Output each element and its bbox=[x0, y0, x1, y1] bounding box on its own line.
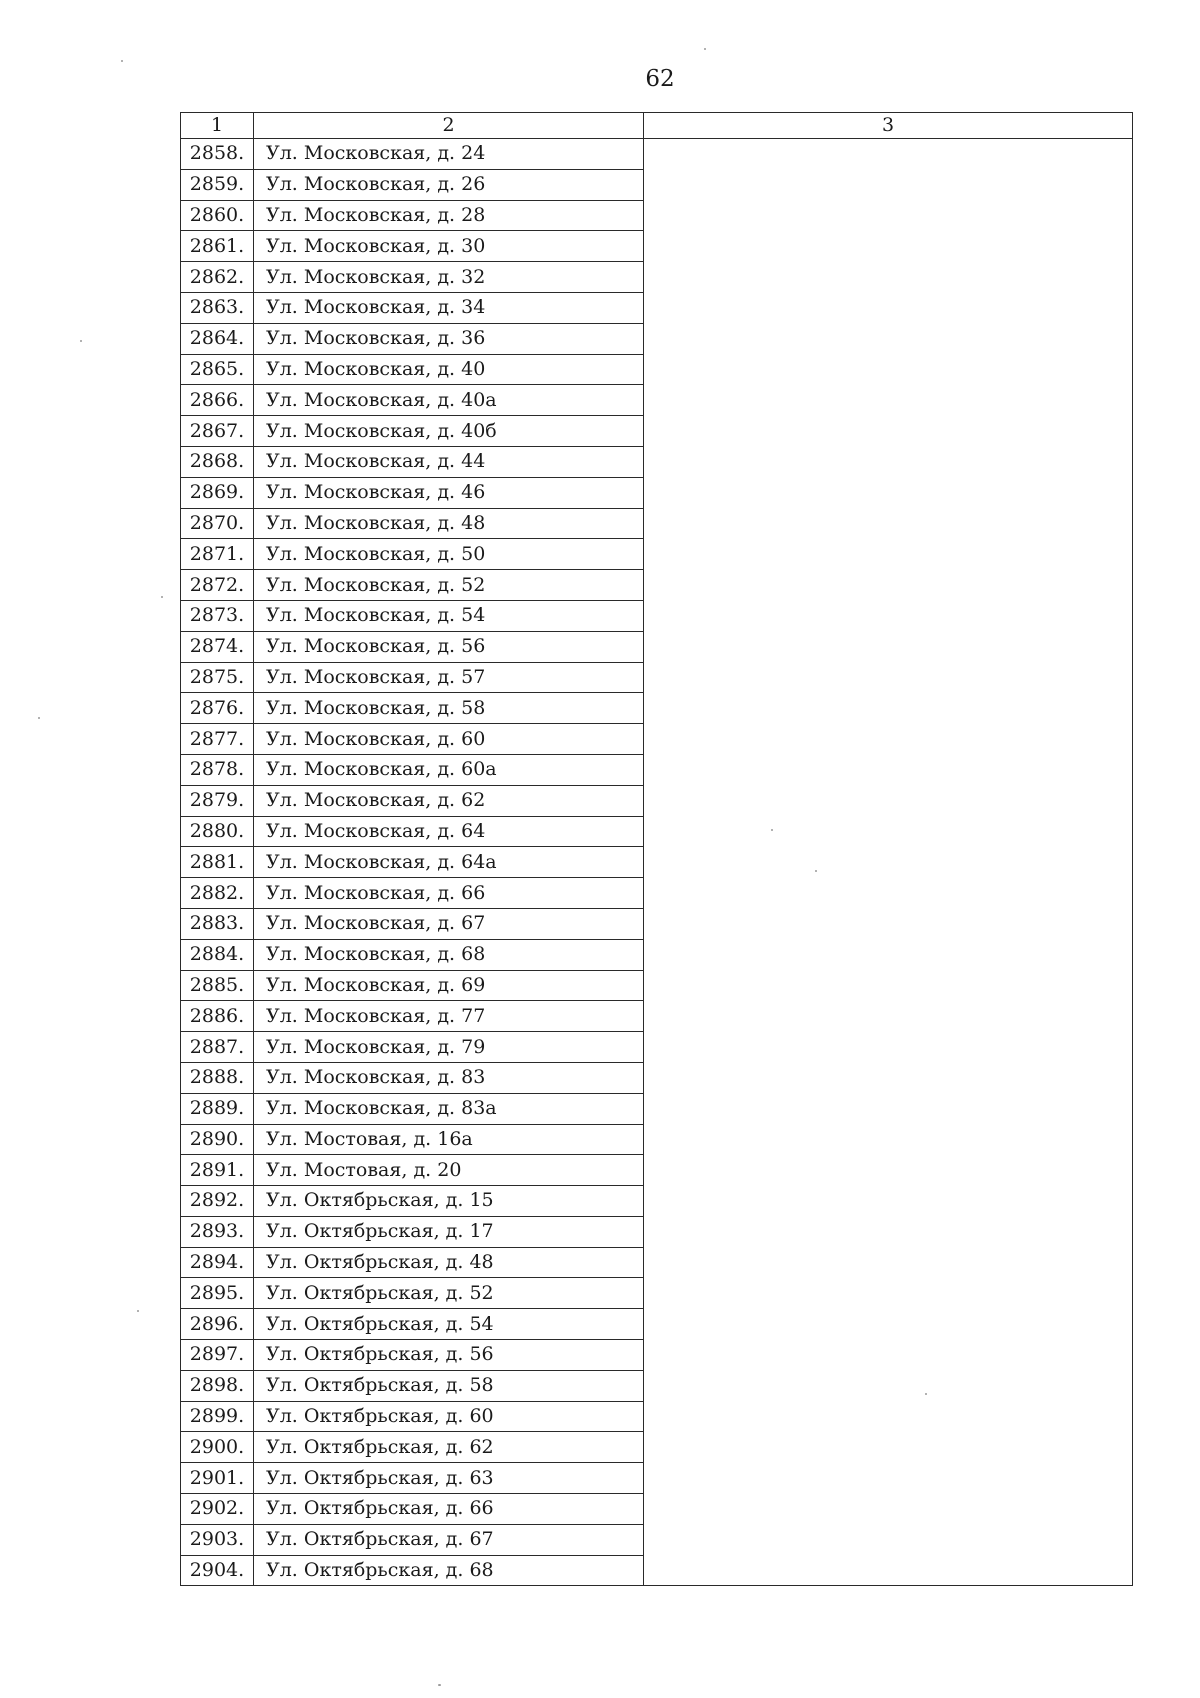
row-address: Ул. Московская, д. 54 bbox=[254, 600, 644, 631]
table-row bbox=[181, 1186, 1133, 1217]
row-notes-cell bbox=[644, 724, 1133, 755]
row-notes-cell bbox=[644, 1370, 1133, 1401]
table-row bbox=[181, 1309, 1133, 1340]
address-table bbox=[180, 112, 1133, 1586]
table-row bbox=[181, 570, 1133, 601]
row-address: Ул. Московская, д. 57 bbox=[254, 662, 644, 693]
table-row bbox=[181, 847, 1133, 878]
scan-speck bbox=[438, 1684, 441, 1686]
row-notes-cell bbox=[644, 262, 1133, 293]
row-address: Ул. Московская, д. 56 bbox=[254, 631, 644, 662]
row-number: 2901. bbox=[181, 1463, 254, 1494]
column-header-notes: 3 bbox=[644, 113, 1133, 139]
scan-speck bbox=[80, 340, 82, 342]
row-address: Ул. Московская, д. 40б bbox=[254, 416, 644, 447]
row-address: Ул. Московская, д. 66 bbox=[254, 878, 644, 909]
row-address: Ул. Московская, д. 40 bbox=[254, 354, 644, 385]
row-notes-cell bbox=[644, 1401, 1133, 1432]
scan-speck bbox=[38, 717, 40, 719]
table-row bbox=[181, 816, 1133, 847]
table-body bbox=[181, 139, 1133, 1586]
table-row bbox=[181, 908, 1133, 939]
row-number: 2889. bbox=[181, 1093, 254, 1124]
row-notes-cell bbox=[644, 508, 1133, 539]
row-address: Ул. Московская, д. 52 bbox=[254, 570, 644, 601]
table-row bbox=[181, 292, 1133, 323]
row-notes-cell bbox=[644, 1001, 1133, 1032]
table-row bbox=[181, 1432, 1133, 1463]
row-address: Ул. Московская, д. 28 bbox=[254, 200, 644, 231]
table-row bbox=[181, 508, 1133, 539]
row-number: 2869. bbox=[181, 477, 254, 508]
row-number: 2892. bbox=[181, 1186, 254, 1217]
table-row bbox=[181, 970, 1133, 1001]
row-address: Ул. Московская, д. 34 bbox=[254, 292, 644, 323]
row-notes-cell bbox=[644, 785, 1133, 816]
row-number: 2864. bbox=[181, 323, 254, 354]
row-notes-cell bbox=[644, 1432, 1133, 1463]
table-row bbox=[181, 200, 1133, 231]
table-row bbox=[181, 754, 1133, 785]
row-notes-cell bbox=[644, 1555, 1133, 1586]
row-number: 2888. bbox=[181, 1062, 254, 1093]
row-address: Ул. Московская, д. 68 bbox=[254, 939, 644, 970]
row-address: Ул. Московская, д. 26 bbox=[254, 169, 644, 200]
row-notes-cell bbox=[644, 1309, 1133, 1340]
row-notes-cell bbox=[644, 1093, 1133, 1124]
row-number: 2890. bbox=[181, 1124, 254, 1155]
row-number: 2867. bbox=[181, 416, 254, 447]
row-address: Ул. Московская, д. 67 bbox=[254, 908, 644, 939]
row-number: 2903. bbox=[181, 1524, 254, 1555]
table-row bbox=[181, 1093, 1133, 1124]
row-address: Ул. Октябрьская, д. 17 bbox=[254, 1216, 644, 1247]
row-address: Ул. Московская, д. 30 bbox=[254, 231, 644, 262]
row-notes-cell bbox=[644, 1247, 1133, 1278]
table-row bbox=[181, 1216, 1133, 1247]
row-number: 2878. bbox=[181, 754, 254, 785]
row-number: 2870. bbox=[181, 508, 254, 539]
table-row bbox=[181, 262, 1133, 293]
row-address: Ул. Московская, д. 50 bbox=[254, 539, 644, 570]
table-row bbox=[181, 693, 1133, 724]
row-notes-cell bbox=[644, 1463, 1133, 1494]
row-number: 2898. bbox=[181, 1370, 254, 1401]
column-header-number: 1 bbox=[181, 113, 254, 139]
row-notes-cell bbox=[644, 970, 1133, 1001]
row-address: Ул. Московская, д. 44 bbox=[254, 446, 644, 477]
row-address: Ул. Октябрьская, д. 66 bbox=[254, 1494, 644, 1525]
table-row bbox=[181, 1155, 1133, 1186]
row-number: 2868. bbox=[181, 446, 254, 477]
table-row bbox=[181, 446, 1133, 477]
table-row bbox=[181, 939, 1133, 970]
scan-speck bbox=[925, 1393, 927, 1395]
row-notes-cell bbox=[644, 139, 1133, 170]
table-row bbox=[181, 416, 1133, 447]
row-number: 2865. bbox=[181, 354, 254, 385]
row-notes-cell bbox=[644, 354, 1133, 385]
row-notes-cell bbox=[644, 1494, 1133, 1525]
row-number: 2896. bbox=[181, 1309, 254, 1340]
row-number: 2891. bbox=[181, 1155, 254, 1186]
table-row bbox=[181, 1401, 1133, 1432]
scan-speck bbox=[137, 1310, 139, 1312]
row-number: 2880. bbox=[181, 816, 254, 847]
row-notes-cell bbox=[644, 1524, 1133, 1555]
row-number: 2900. bbox=[181, 1432, 254, 1463]
row-notes-cell bbox=[644, 1340, 1133, 1371]
row-notes-cell bbox=[644, 570, 1133, 601]
row-number: 2871. bbox=[181, 539, 254, 570]
row-address: Ул. Октябрьская, д. 52 bbox=[254, 1278, 644, 1309]
row-address: Ул. Октябрьская, д. 48 bbox=[254, 1247, 644, 1278]
row-address: Ул. Октябрьская, д. 15 bbox=[254, 1186, 644, 1217]
row-address: Ул. Октябрьская, д. 62 bbox=[254, 1432, 644, 1463]
row-notes-cell bbox=[644, 1032, 1133, 1063]
row-number: 2859. bbox=[181, 169, 254, 200]
table-row bbox=[181, 477, 1133, 508]
row-number: 2861. bbox=[181, 231, 254, 262]
row-notes-cell bbox=[644, 385, 1133, 416]
row-notes-cell bbox=[644, 662, 1133, 693]
table-row bbox=[181, 1370, 1133, 1401]
row-address: Ул. Октябрьская, д. 63 bbox=[254, 1463, 644, 1494]
table-row bbox=[181, 724, 1133, 755]
table-row bbox=[181, 539, 1133, 570]
row-notes-cell bbox=[644, 847, 1133, 878]
table-row bbox=[181, 878, 1133, 909]
table-row bbox=[181, 1062, 1133, 1093]
row-notes-cell bbox=[644, 600, 1133, 631]
table-row bbox=[181, 1494, 1133, 1525]
row-address: Ул. Московская, д. 60а bbox=[254, 754, 644, 785]
scan-speck bbox=[815, 870, 817, 872]
row-address: Ул. Октябрьская, д. 54 bbox=[254, 1309, 644, 1340]
row-address: Ул. Октябрьская, д. 60 bbox=[254, 1401, 644, 1432]
row-number: 2902. bbox=[181, 1494, 254, 1525]
table-row bbox=[181, 139, 1133, 170]
table-row bbox=[181, 385, 1133, 416]
row-notes-cell bbox=[644, 416, 1133, 447]
row-number: 2887. bbox=[181, 1032, 254, 1063]
row-address: Ул. Московская, д. 36 bbox=[254, 323, 644, 354]
row-address: Ул. Октябрьская, д. 58 bbox=[254, 1370, 644, 1401]
row-notes-cell bbox=[644, 477, 1133, 508]
table-row bbox=[181, 1463, 1133, 1494]
row-number: 2876. bbox=[181, 693, 254, 724]
row-number: 2873. bbox=[181, 600, 254, 631]
column-header-address: 2 bbox=[254, 113, 644, 139]
table-row bbox=[181, 1340, 1133, 1371]
table-row bbox=[181, 600, 1133, 631]
row-notes-cell bbox=[644, 539, 1133, 570]
row-notes-cell bbox=[644, 908, 1133, 939]
row-number: 2884. bbox=[181, 939, 254, 970]
row-address: Ул. Московская, д. 64 bbox=[254, 816, 644, 847]
row-address: Ул. Мостовая, д. 20 bbox=[254, 1155, 644, 1186]
row-notes-cell bbox=[644, 323, 1133, 354]
table-header-row bbox=[181, 113, 1133, 139]
table-row bbox=[181, 1247, 1133, 1278]
table-row bbox=[181, 1001, 1133, 1032]
row-number: 2886. bbox=[181, 1001, 254, 1032]
row-number: 2893. bbox=[181, 1216, 254, 1247]
table-row bbox=[181, 662, 1133, 693]
row-notes-cell bbox=[644, 1124, 1133, 1155]
row-address: Ул. Московская, д. 77 bbox=[254, 1001, 644, 1032]
scan-speck bbox=[704, 48, 706, 50]
row-number: 2877. bbox=[181, 724, 254, 755]
scan-speck bbox=[771, 829, 773, 831]
row-notes-cell bbox=[644, 231, 1133, 262]
row-notes-cell bbox=[644, 631, 1133, 662]
scan-speck bbox=[161, 596, 163, 598]
row-number: 2882. bbox=[181, 878, 254, 909]
page-number: 62 bbox=[645, 66, 675, 92]
row-notes-cell bbox=[644, 693, 1133, 724]
table-row bbox=[181, 231, 1133, 262]
row-number: 2881. bbox=[181, 847, 254, 878]
row-notes-cell bbox=[644, 1062, 1133, 1093]
row-number: 2860. bbox=[181, 200, 254, 231]
row-number: 2874. bbox=[181, 631, 254, 662]
row-notes-cell bbox=[644, 169, 1133, 200]
row-address: Ул. Московская, д. 60 bbox=[254, 724, 644, 755]
row-address: Ул. Московская, д. 58 bbox=[254, 693, 644, 724]
table-row bbox=[181, 1524, 1133, 1555]
row-address: Ул. Московская, д. 64а bbox=[254, 847, 644, 878]
table-row bbox=[181, 323, 1133, 354]
row-number: 2885. bbox=[181, 970, 254, 1001]
row-notes-cell bbox=[644, 200, 1133, 231]
row-number: 2872. bbox=[181, 570, 254, 601]
row-notes-cell bbox=[644, 292, 1133, 323]
table-row bbox=[181, 1124, 1133, 1155]
row-notes-cell bbox=[644, 1216, 1133, 1247]
row-address: Ул. Октябрьская, д. 56 bbox=[254, 1340, 644, 1371]
row-number: 2897. bbox=[181, 1340, 254, 1371]
table-row bbox=[181, 1278, 1133, 1309]
table-row bbox=[181, 1555, 1133, 1586]
row-number: 2862. bbox=[181, 262, 254, 293]
row-address: Ул. Московская, д. 83а bbox=[254, 1093, 644, 1124]
row-notes-cell bbox=[644, 754, 1133, 785]
row-address: Ул. Московская, д. 46 bbox=[254, 477, 644, 508]
row-address: Ул. Московская, д. 32 bbox=[254, 262, 644, 293]
row-notes-cell bbox=[644, 878, 1133, 909]
row-number: 2858. bbox=[181, 139, 254, 170]
row-address: Ул. Октябрьская, д. 68 bbox=[254, 1555, 644, 1586]
row-address: Ул. Октябрьская, д. 67 bbox=[254, 1524, 644, 1555]
row-address: Ул. Московская, д. 69 bbox=[254, 970, 644, 1001]
row-notes-cell bbox=[644, 1278, 1133, 1309]
row-address: Ул. Московская, д. 62 bbox=[254, 785, 644, 816]
row-number: 2883. bbox=[181, 908, 254, 939]
row-notes-cell bbox=[644, 816, 1133, 847]
row-address: Ул. Московская, д. 40а bbox=[254, 385, 644, 416]
row-notes-cell bbox=[644, 1186, 1133, 1217]
row-notes-cell bbox=[644, 446, 1133, 477]
row-address: Ул. Московская, д. 79 bbox=[254, 1032, 644, 1063]
row-address: Ул. Мостовая, д. 16а bbox=[254, 1124, 644, 1155]
row-number: 2875. bbox=[181, 662, 254, 693]
row-notes-cell bbox=[644, 1155, 1133, 1186]
row-number: 2894. bbox=[181, 1247, 254, 1278]
row-address: Ул. Московская, д. 24 bbox=[254, 139, 644, 170]
scan-speck bbox=[121, 60, 123, 62]
row-notes-cell bbox=[644, 939, 1133, 970]
row-number: 2879. bbox=[181, 785, 254, 816]
table-row bbox=[181, 169, 1133, 200]
row-number: 2866. bbox=[181, 385, 254, 416]
table-row bbox=[181, 785, 1133, 816]
table-row bbox=[181, 354, 1133, 385]
row-number: 2895. bbox=[181, 1278, 254, 1309]
table-row bbox=[181, 631, 1133, 662]
table-row bbox=[181, 1032, 1133, 1063]
row-address: Ул. Московская, д. 83 bbox=[254, 1062, 644, 1093]
row-number: 2899. bbox=[181, 1401, 254, 1432]
row-number: 2904. bbox=[181, 1555, 254, 1586]
row-address: Ул. Московская, д. 48 bbox=[254, 508, 644, 539]
row-number: 2863. bbox=[181, 292, 254, 323]
